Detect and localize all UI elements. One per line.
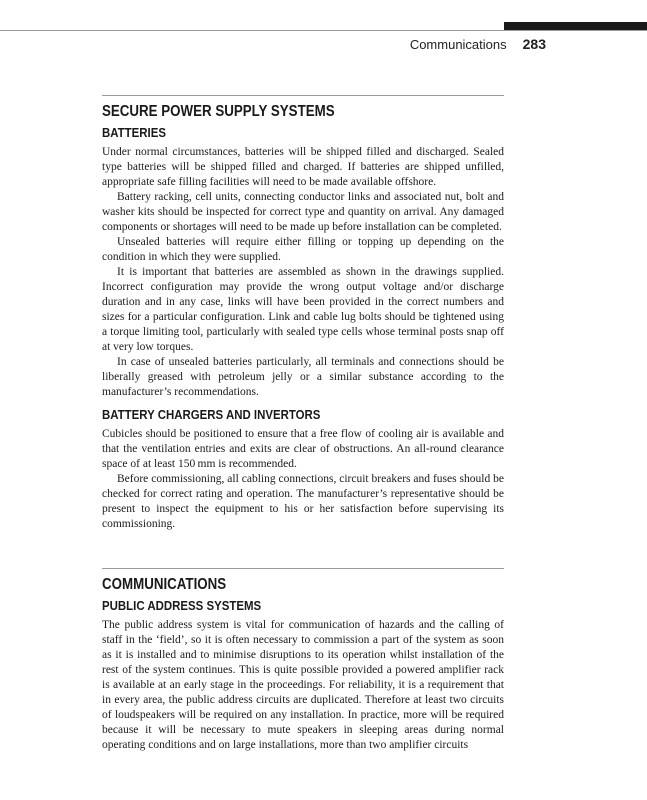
subsection-title: PUBLIC ADDRESS SYSTEMS <box>102 598 262 613</box>
page-number: 283 <box>522 36 546 52</box>
subsection-title: BATTERIES <box>102 125 166 140</box>
paragraph: The public address system is vital for communication of hazards and the calling of staff in the ‘field’, so it is often necessary to commission a part of the system as soon as it is installed and to minimise disruptions to its operation whilst installation of the rest of the system continues. This is quite possible provided a powered amplifier rack is available at an early stage in the proceedings. For reliability, it is a requirement that in every area, the public address circuits are duplicated. Therefore at least two circuits of loudspeakers will be required on any installation. In practice, more will be required because it will be necessary to mute speakers in sleeping areas during normal operating conditions and on large installations, more than two amplifier circuits <box>102 619 504 751</box>
running-head <box>0 36 546 53</box>
paragraph: Before commissioning, all cabling connections, circuit breakers and fuses should be checked for correct rating and operation. The manufacturer’s representative should be present to inspect the equipment to his or her satisfaction before supervising its commissioning. <box>102 473 504 530</box>
section-title: COMMUNICATIONS <box>102 576 227 593</box>
paragraph: Unsealed batteries will require either filling or topping up depending on the condition in which they were supplied. <box>102 236 504 263</box>
section-battery-chargers <box>102 406 504 532</box>
paragraph: Battery racking, cell units, connecting conductor links and associated nut, bolt and washer kits should be inspected for correct type and quantity on arrival. Any damaged components or shortages will need to be made up before installation can be completed. <box>102 191 504 233</box>
section-secure-power <box>102 95 504 400</box>
section-title: SECURE POWER SUPPLY SYSTEMS <box>102 103 335 120</box>
running-title: Communications <box>409 37 507 52</box>
paragraph: Under normal circumstances, batteries will be shipped filled and discharged. Sealed type batteries will be shipped filled and charged. If batteries are shipped unfilled, appropriate safe filling facilities will need to be made available offshore. <box>102 146 504 188</box>
section-rule <box>102 568 504 569</box>
paragraph: It is important that batteries are assembled as shown in the drawings supplied. Incorrect configuration may provide the wrong output voltage and/or discharge duration and in any case, links will have been provided in the correct numbers and sizes for a particular configuration. Link and cable lug bolts should be tightened using a torque limiting tool, particularly with sealed type cells whose terminal posts snap off at very low torques. <box>102 266 504 353</box>
section-rule <box>102 95 504 96</box>
section-communications <box>102 568 504 753</box>
subsection-title: BATTERY CHARGERS AND INVERTORS <box>102 407 321 422</box>
header-rule <box>0 30 647 31</box>
paragraph: Cubicles should be positioned to ensure that a free flow of cooling air is available and that the ventilation entries and exits are clear of obstructions. An all-round clearance space of at least 150 mm is recommended. <box>102 428 504 470</box>
paragraph: In case of unsealed batteries particularly, all terminals and connections should be liberally greased with petroleum jelly or a similar substance according to the manufacturer’s recommendations. <box>102 356 504 398</box>
